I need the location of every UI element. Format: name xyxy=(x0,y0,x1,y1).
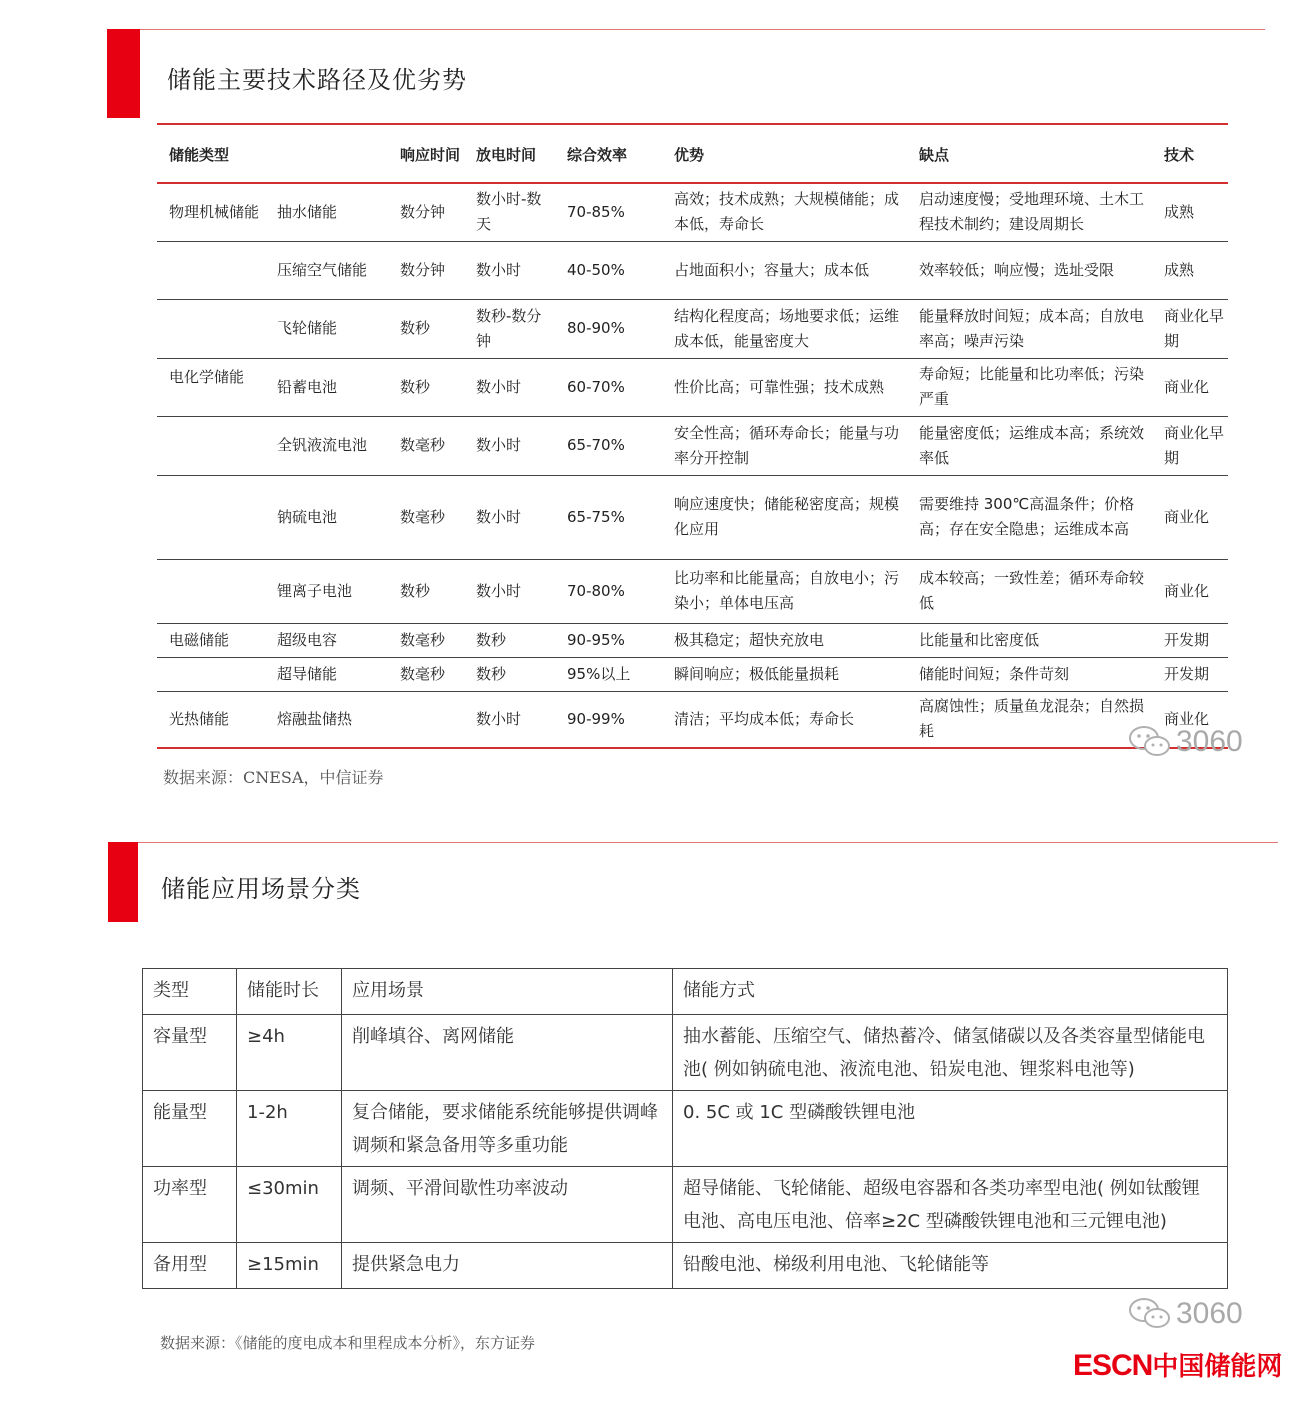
cell-duration: 1-2h xyxy=(237,1091,342,1167)
table-header-row xyxy=(143,969,1228,1015)
cell-scenario: 复合储能，要求储能系统能够提供调峰调频和紧急备用等多重功能 xyxy=(342,1091,673,1167)
cell-efficiency: 65-70% xyxy=(567,436,625,454)
wechat-icon xyxy=(1128,725,1172,759)
cell-duration: ≥4h xyxy=(237,1015,342,1091)
table-row xyxy=(157,241,1228,299)
table-row xyxy=(143,1091,1228,1167)
cell-type: 抽水储能 xyxy=(277,202,338,221)
section2-source: 数据来源：《储能的度电成本和里程成本分析》，东方证券 xyxy=(160,1334,536,1352)
table-row xyxy=(157,358,1228,416)
cell-response: 数毫秒 xyxy=(400,630,446,649)
cell-pros: 安全性高；循环寿命长；能量与功率分开控制 xyxy=(674,423,900,467)
cell-pros: 结构化程度高；场地要求低；运维成本低，能量密度大 xyxy=(674,306,900,350)
cell-tech: 商业化 xyxy=(1164,581,1210,600)
cell-cons: 能量密度低；运维成本高；系统效率低 xyxy=(919,423,1145,467)
cell-efficiency: 80-90% xyxy=(567,319,625,337)
section1-accent-bar xyxy=(107,29,140,118)
cell-discharge: 数小时 xyxy=(476,436,522,454)
cell-response: 数毫秒 xyxy=(400,507,446,526)
logo-cn: 中国储能网 xyxy=(1152,1351,1283,1381)
table-row xyxy=(157,691,1228,748)
cell-tech: 商业化早期 xyxy=(1164,306,1225,350)
cell-cons: 启动速度慢；受地理环境、土木工程技术制约；建设周期长 xyxy=(919,190,1145,234)
cell-cons: 成本较高；一致性差；循环寿命较低 xyxy=(919,569,1145,612)
cell-cons: 需要维持 300℃高温条件；价格高；存在安全隐患；运维成本高 xyxy=(919,495,1135,538)
cell-tech: 开发期 xyxy=(1164,664,1210,683)
storage-tech-table xyxy=(157,123,1228,749)
header-cell: 技术 xyxy=(1164,145,1195,164)
table-header-row xyxy=(157,124,1228,183)
cell-category xyxy=(157,416,265,475)
cell-tech: 商业化早期 xyxy=(1164,423,1225,467)
table-row xyxy=(143,1243,1228,1289)
cell-tech: 成熟 xyxy=(1164,202,1195,221)
wechat-watermark xyxy=(1128,1297,1243,1331)
header-cell: 优势 xyxy=(674,145,705,164)
cell-discharge: 数小时 xyxy=(476,377,522,396)
cell-pros: 清洁；平均成本低；寿命长 xyxy=(674,709,855,728)
table-row xyxy=(157,623,1228,657)
cell-cons: 寿命短；比能量和比功率低；污染严重 xyxy=(919,365,1145,408)
cell-response xyxy=(388,691,464,748)
cell-scenario: 调频、平滑间歇性功率波动 xyxy=(342,1167,673,1243)
cell-type: 功率型 xyxy=(143,1167,237,1243)
cell-cons: 高腐蚀性；质量鱼龙混杂；自然损耗 xyxy=(919,697,1145,741)
cell-tech: 成熟 xyxy=(1164,260,1195,279)
cell-pros: 比功率和比能量高；自放电小；污染小；单体电压高 xyxy=(674,569,900,612)
cell-cons: 能量释放时间短；成本高；自放电率高；噪声污染 xyxy=(919,306,1145,350)
cell-response: 数秒 xyxy=(400,377,431,396)
cell-pros: 瞬间响应；极低能量损耗 xyxy=(674,664,840,683)
cell-type: 超导储能 xyxy=(277,664,338,683)
cell-category: 光热储能 xyxy=(169,709,230,728)
section1-source: 数据来源：CNESA，中信证券 xyxy=(163,768,384,787)
cell-tech: 开发期 xyxy=(1164,630,1210,649)
cell-type: 压缩空气储能 xyxy=(277,260,368,279)
cell-type: 铅蓄电池 xyxy=(277,377,338,396)
cell-cons: 比能量和比密度低 xyxy=(919,630,1040,649)
cell-efficiency: 90-95% xyxy=(567,630,625,649)
header-cell: 应用场景 xyxy=(342,969,673,1015)
header-cell xyxy=(265,124,388,183)
header-cell: 综合效率 xyxy=(567,145,628,164)
table-row xyxy=(157,183,1228,241)
cell-discharge: 数小时 xyxy=(476,709,522,728)
watermark-text: 3060 xyxy=(1176,725,1243,758)
cell-pros: 极其稳定；超快充放电 xyxy=(674,630,825,649)
cell-response: 数秒 xyxy=(400,319,431,337)
section2-title: 储能应用场景分类 xyxy=(161,875,361,903)
wechat-watermark xyxy=(1128,725,1243,759)
table-row xyxy=(157,416,1228,475)
cell-type: 钠硫电池 xyxy=(277,507,338,526)
cell-pros: 性价比高；可靠性强；技术成熟 xyxy=(674,377,885,396)
header-cell: 储能类型 xyxy=(169,145,230,164)
cell-tech: 商业化 xyxy=(1164,709,1210,728)
cell-type: 备用型 xyxy=(143,1243,237,1289)
cell-tech: 商业化 xyxy=(1164,507,1210,526)
cell-category xyxy=(157,299,265,358)
cell-response: 数分钟 xyxy=(400,202,446,221)
cell-discharge: 数秒 xyxy=(476,664,507,683)
wechat-icon xyxy=(1128,1297,1172,1331)
section1-title: 储能主要技术路径及优劣势 xyxy=(167,66,467,94)
table-row xyxy=(157,559,1228,623)
table-row xyxy=(143,1167,1228,1243)
cell-type: 超级电容 xyxy=(277,630,338,649)
cell-response: 数毫秒 xyxy=(400,436,446,454)
cell-efficiency: 70-80% xyxy=(567,581,625,600)
cell-pros: 高效；技术成熟；大规模储能；成本低，寿命长 xyxy=(674,190,900,234)
table-row xyxy=(157,299,1228,358)
header-cell: 储能方式 xyxy=(673,969,1228,1015)
header-cell: 放电时间 xyxy=(476,145,537,164)
cell-response: 数分钟 xyxy=(400,260,446,279)
cell-discharge: 数小时 xyxy=(476,507,522,526)
section2-top-rule xyxy=(138,842,1278,843)
cell-type: 能量型 xyxy=(143,1091,237,1167)
cell-efficiency: 60-70% xyxy=(567,377,625,396)
cell-type: 容量型 xyxy=(143,1015,237,1091)
storage-scenario-table xyxy=(142,968,1228,1289)
cell-method: 铅酸电池、梯级利用电池、飞轮储能等 xyxy=(673,1243,1228,1289)
cell-pros: 占地面积小；容量大；成本低 xyxy=(674,260,870,279)
cell-discharge: 数秒 xyxy=(476,630,507,649)
cell-duration: ≥15min xyxy=(237,1243,342,1289)
cell-cons: 效率较低；响应慢；选址受限 xyxy=(919,260,1115,279)
table-row xyxy=(143,1015,1228,1091)
cell-type: 熔融盐储热 xyxy=(277,709,353,728)
cell-category xyxy=(157,241,265,299)
cell-type: 飞轮储能 xyxy=(277,319,338,337)
table-row xyxy=(157,475,1228,559)
cell-discharge: 数小时-数天 xyxy=(476,190,542,234)
cell-category: 电化学储能 xyxy=(169,367,245,386)
cell-discharge: 数小时 xyxy=(476,581,522,600)
cell-response: 数秒 xyxy=(400,581,431,600)
cell-duration: ≤30min xyxy=(237,1167,342,1243)
header-cell: 储能时长 xyxy=(237,969,342,1015)
cell-category: 物理机械储能 xyxy=(169,202,260,221)
cell-type: 全钒液流电池 xyxy=(277,436,368,454)
cell-category xyxy=(157,559,265,623)
cell-cons: 储能时间短；条件苛刻 xyxy=(919,664,1070,683)
section2-accent-bar xyxy=(108,842,138,922)
cell-efficiency: 65-75% xyxy=(567,507,625,526)
cell-pros: 响应速度快；储能秘密度高；规模化应用 xyxy=(674,495,900,538)
section1-top-rule xyxy=(140,29,1265,30)
cell-type: 锂离子电池 xyxy=(277,581,353,600)
cell-discharge: 数秒-数分钟 xyxy=(476,306,542,350)
cell-scenario: 提供紧急电力 xyxy=(342,1243,673,1289)
cell-efficiency: 90-99% xyxy=(567,709,625,728)
cell-discharge: 数小时 xyxy=(476,260,522,279)
cell-method: 0. 5C 或 1C 型磷酸铁锂电池 xyxy=(673,1091,1228,1167)
header-cell: 响应时间 xyxy=(400,145,461,164)
cell-category xyxy=(157,475,265,559)
table-row xyxy=(157,657,1228,691)
cell-method: 抽水蓄能、压缩空气、储热蓄冷、储氢储碳以及各类容量型储能电池( 例如钠硫电池、液流电池、铅炭电池、锂浆料电池等) xyxy=(673,1015,1228,1091)
cell-category xyxy=(157,657,265,691)
cell-efficiency: 40-50% xyxy=(567,260,625,279)
logo-en: ESCN xyxy=(1073,1349,1153,1382)
cell-efficiency: 95%以上 xyxy=(567,664,631,683)
cell-response: 数毫秒 xyxy=(400,664,446,683)
cell-tech: 商业化 xyxy=(1164,377,1210,396)
header-cell: 类型 xyxy=(143,969,237,1015)
header-cell: 缺点 xyxy=(919,145,950,164)
cell-efficiency: 70-85% xyxy=(567,202,625,221)
cell-category: 电磁储能 xyxy=(169,630,230,649)
escn-logo xyxy=(1073,1346,1282,1383)
cell-scenario: 削峰填谷、离网储能 xyxy=(342,1015,673,1091)
watermark-text: 3060 xyxy=(1176,1297,1243,1330)
cell-method: 超导储能、飞轮储能、超级电容器和各类功率型电池( 例如钛酸锂电池、高电压电池、倍率≥2C 型磷酸铁锂电池和三元锂电池) xyxy=(673,1167,1228,1243)
